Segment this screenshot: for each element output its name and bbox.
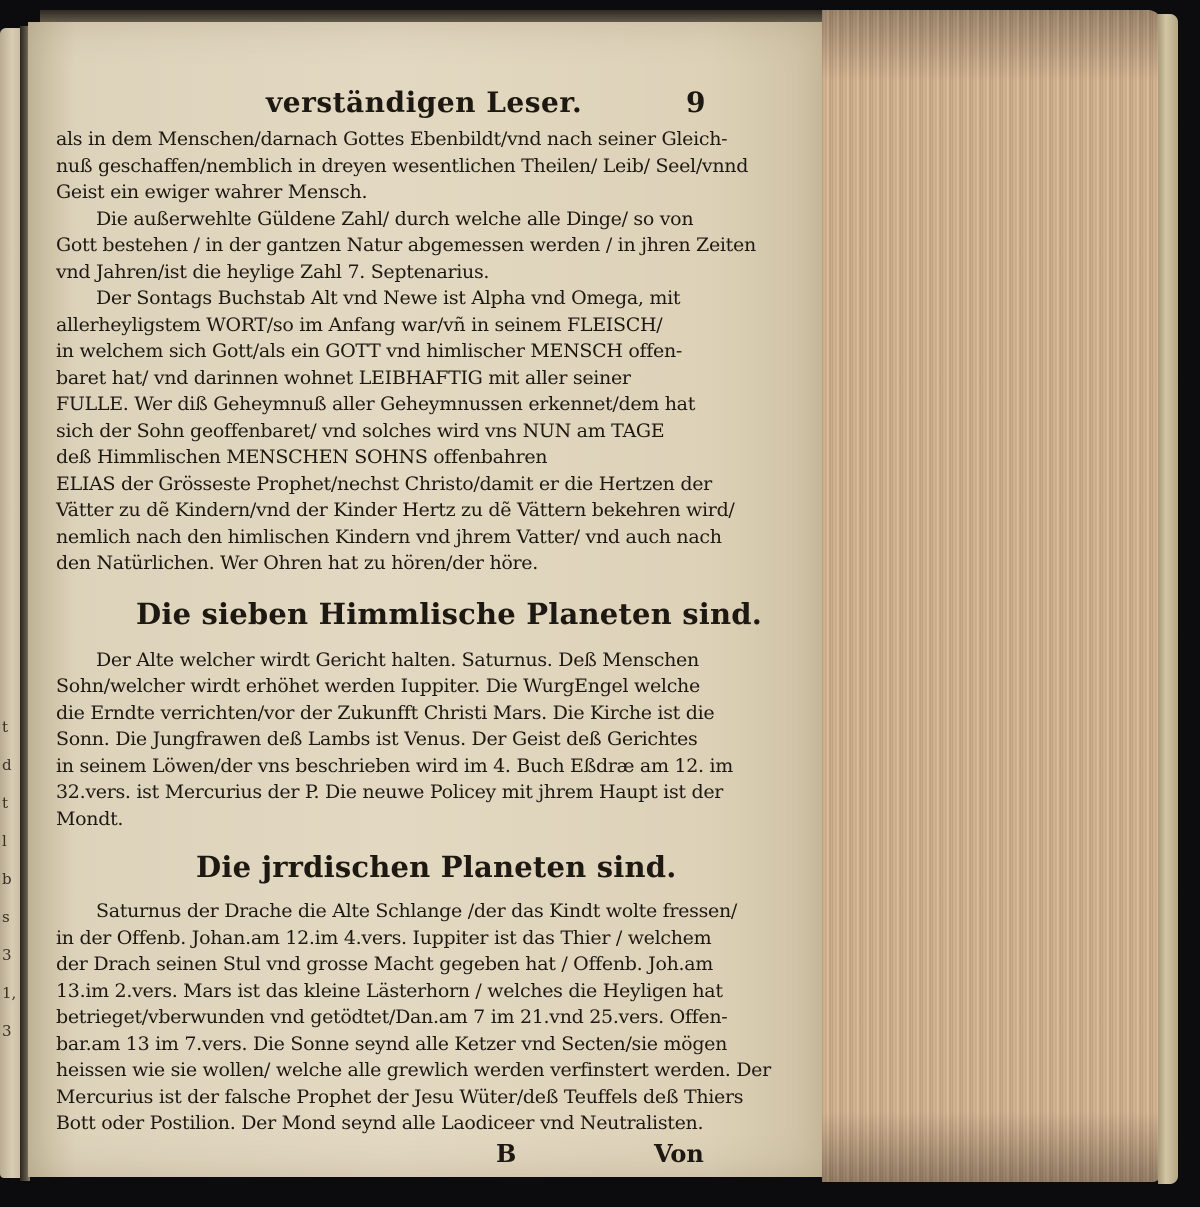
margin-fragment: s bbox=[2, 908, 10, 926]
left-page-edge bbox=[0, 28, 22, 1178]
text-line: baret hat/ vnd darinnen wohnet LEIBHAFTIG mit aller seiner bbox=[56, 366, 631, 389]
text-line: Gott bestehen / in der gantzen Natur abgemessen werden / in jhren Zeiten bbox=[56, 234, 756, 256]
paragraph-3 bbox=[56, 285, 736, 577]
text-line: die Erndte verrichten/vor der Zukunfft Christi Mars. Die Kirche ist die bbox=[56, 701, 715, 724]
text-line: 32.vers. ist Mercurius der P. Die neuwe Policey mit jhrem Haupt ist der bbox=[56, 781, 724, 803]
left-page-margin-fragments bbox=[2, 708, 18, 1188]
text-line: heissen wie sie wollen/ welche alle grewlich werden verfinstert werden. Der bbox=[56, 1059, 771, 1081]
text-line: Saturnus der Drache die Alte Schlange /der das Kindt wolte fressen/ bbox=[96, 900, 738, 922]
paragraph-4 bbox=[56, 647, 736, 833]
paragraph-5 bbox=[56, 898, 771, 1137]
text-line: Die außerwehlte Güldene Zahl/ durch welche alle Dinge/ so von bbox=[96, 207, 694, 230]
running-head-title: verständigen Leser. bbox=[266, 86, 583, 119]
text-line: Der Alte welcher wirdt Gericht halten. Saturnus. Deß Menschen bbox=[96, 648, 699, 671]
text-line: als in dem Menschen/darnach Gottes Ebenbildt/vnd nach seiner Gleich- bbox=[56, 128, 728, 150]
text-line: Vätter zu dẽ Kindern/vnd der Kinder Hertz zu dẽ Vättern bekehren wird/ bbox=[56, 499, 735, 521]
text-line: sich der Sohn geoffenbaret/ vnd solches wird vns NUN am TAGE bbox=[56, 419, 665, 442]
text-line: Geist ein ewiger wahrer Mensch. bbox=[56, 181, 368, 203]
text-line: in der Offenb. Johan.am 12.im 4.vers. Iuppiter ist das Thier / welchem bbox=[56, 926, 712, 949]
paragraph-2 bbox=[56, 206, 756, 286]
text-line: ELIAS der Grösseste Prophet/nechst Christo/damit er die Hertzen der bbox=[56, 472, 712, 495]
text-block bbox=[56, 86, 771, 1173]
paragraph-1 bbox=[56, 126, 749, 206]
margin-fragment: l bbox=[2, 832, 7, 850]
page-footer bbox=[56, 1139, 736, 1173]
margin-fragment: 1, bbox=[2, 984, 17, 1002]
page-block-shading bbox=[822, 10, 1162, 1182]
text-line: bar.am 13 im 7.vers. Die Sonne seynd alle Ketzer vnd Secten/sie mögen bbox=[56, 1032, 728, 1055]
margin-fragment: t bbox=[2, 718, 9, 736]
text-line: vnd Jahren/ist die heylige Zahl 7. Septenarius. bbox=[56, 260, 490, 283]
running-head bbox=[56, 86, 736, 126]
text-line: betrieget/vberwunden vnd getödtet/Dan.am 7 im 21.vnd 25.vers. Offen- bbox=[56, 1006, 728, 1028]
text-line: in seinem Löwen/der vns beschrieben wird im 4. Buch Eßdræ am 12. im bbox=[56, 754, 733, 777]
section-heading: Die sieben Himmlische Planeten sind. bbox=[136, 596, 763, 631]
text-line: der Drach seinen Stul vnd grosse Macht gegeben hat / Offenb. Joh.am bbox=[56, 953, 714, 975]
page-number: 9 bbox=[686, 86, 706, 119]
margin-fragment: 3 bbox=[2, 946, 12, 964]
right-page bbox=[28, 22, 828, 1177]
text-line: Mercurius ist der falsche Prophet der Jesu Wüter/deß Teuffels deß Thiers bbox=[56, 1085, 744, 1108]
text-line: Der Sontags Buchstab Alt vnd Newe ist Alpha vnd Omega, mit bbox=[96, 287, 681, 309]
text-line: deß Himmlischen MENSCHEN SOHNS offenbahren bbox=[56, 446, 548, 468]
text-line: Sohn/welcher wirdt erhöhet werden Iuppiter. Die WurgEngel welche bbox=[56, 675, 700, 697]
catchword: Von bbox=[654, 1138, 704, 1168]
section-heading: Die jrrdischen Planeten sind. bbox=[196, 850, 677, 884]
book-cover-edge bbox=[1158, 14, 1178, 1184]
text-line: Bott oder Postilion. Der Mond seynd alle Laodiceer vnd Neutralisten. bbox=[56, 1112, 704, 1134]
text-line: nemlich nach den himlischen Kindern vnd jhrem Vatter/ vnd auch nach bbox=[56, 525, 722, 548]
text-line: FULLE. Wer diß Geheymnuß aller Geheymnussen erkennet/dem hat bbox=[56, 393, 696, 415]
text-line: den Natürlichen. Wer Ohren hat zu hören/der höre. bbox=[56, 552, 538, 574]
text-line: allerheyligstem WORT/so im Anfang war/vñ in seinem FLEISCH/ bbox=[56, 313, 663, 336]
text-line: in welchem sich Gott/als ein GOTT vnd himlischer MENSCH offen- bbox=[56, 340, 682, 362]
margin-fragment: b bbox=[2, 870, 12, 888]
margin-fragment: d bbox=[2, 756, 12, 774]
text-line: 13.im 2.vers. Mars ist das kleine Lästerhorn / welches die Heyligen hat bbox=[56, 979, 723, 1002]
margin-fragment: 3 bbox=[2, 1022, 12, 1040]
text-line: Sonn. Die Jungfrawen deß Lambs ist Venus. Der Geist deß Gerichtes bbox=[56, 728, 698, 750]
text-line: Mondt. bbox=[56, 807, 124, 830]
signature-mark: B bbox=[496, 1138, 517, 1168]
margin-fragment: t bbox=[2, 794, 9, 812]
text-line: nuß geschaffen/nemblich in dreyen wesentlichen Theilen/ Leib/ Seel/vnnd bbox=[56, 154, 749, 177]
